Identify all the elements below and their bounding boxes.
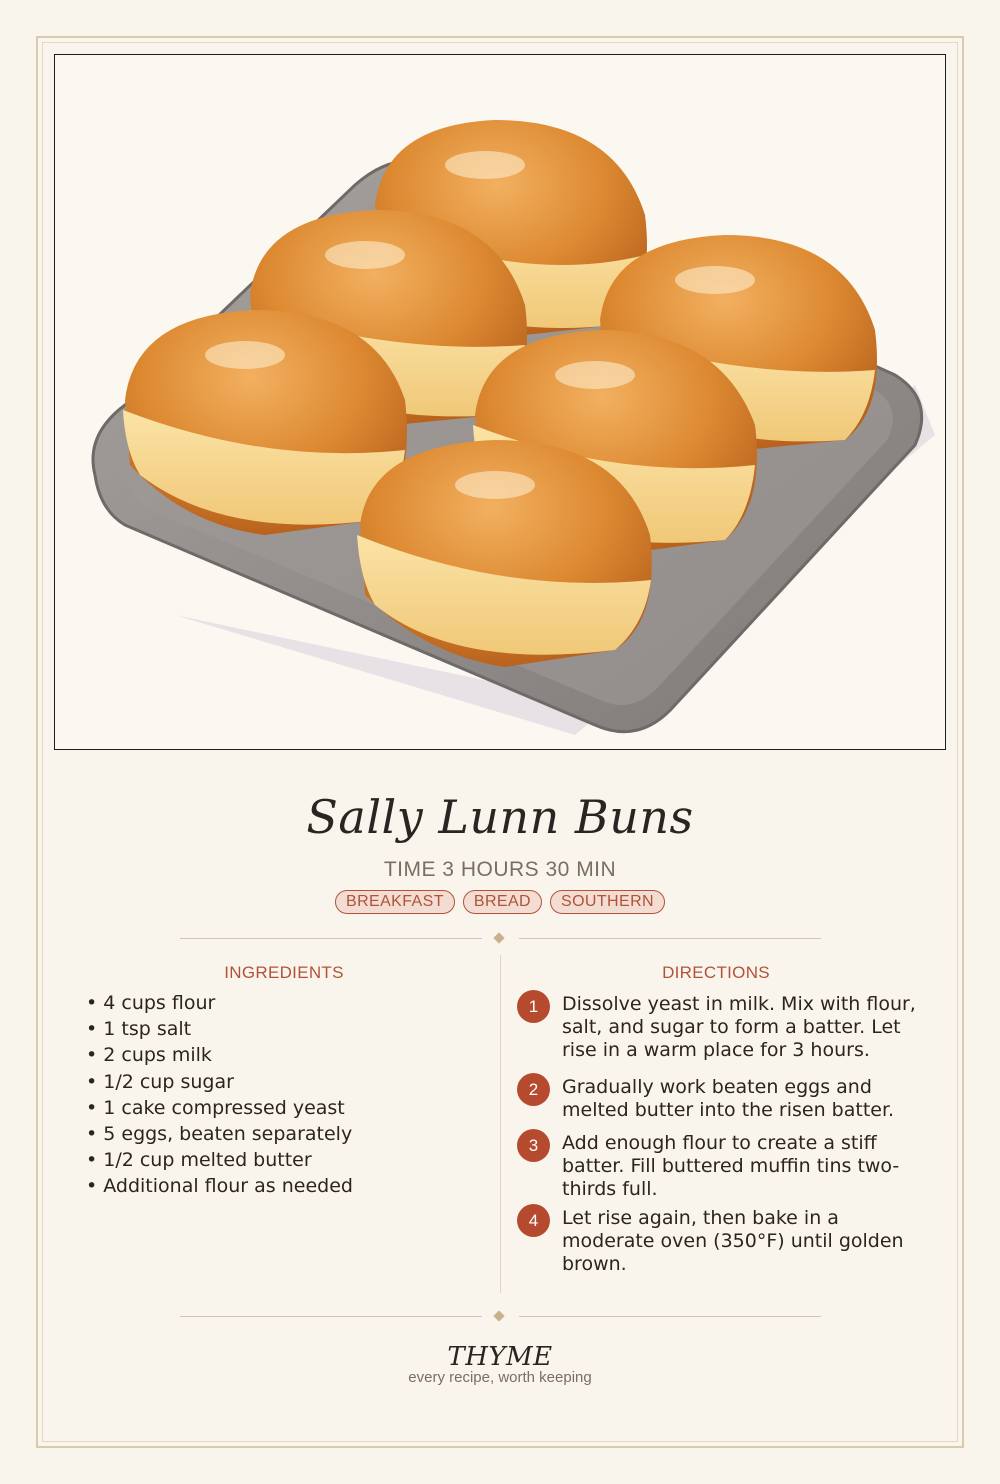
brand-tagline: every recipe, worth keeping [408, 1369, 592, 1386]
ingredient-item: • 1 tsp salt [86, 1018, 192, 1041]
ingredient-item: • 1 cake compressed yeast [86, 1096, 345, 1119]
diamond-ornament-icon [493, 1310, 504, 1321]
recipe-title: Sally Lunn Buns [306, 790, 694, 844]
ingredient-item: • Additional flour as needed [86, 1175, 353, 1198]
step-text: Add enough flour to create a stiff batter. Fill buttered muffin tins two-thirds full. [562, 1132, 900, 1200]
ingredient-item: • 4 cups flour [86, 992, 216, 1014]
tag-southern[interactable]: SOUTHERN [550, 890, 665, 914]
ingredients-heading: INGREDIENTS [224, 963, 344, 982]
section-divider-top [180, 932, 821, 946]
cook-time: TIME 3 HOURS 30 MIN [383, 858, 617, 881]
ingredient-item: • 1/2 cup melted butter [86, 1149, 312, 1172]
ingredients-list [86, 990, 353, 1200]
section-divider-bottom [180, 1310, 821, 1324]
step-text: Gradually work beaten eggs and melted butter into the risen batter. [562, 1076, 895, 1121]
ingredient-item: • 1/2 cup sugar [86, 1070, 234, 1093]
tag-bread[interactable]: BREAD [463, 890, 542, 914]
recipe-illustration [54, 54, 946, 750]
ingredient-item: • 2 cups milk [86, 1044, 212, 1067]
tag-list [0, 890, 1000, 914]
diamond-ornament-icon [493, 932, 504, 943]
ingredient-item: • 5 eggs, beaten separately [86, 1122, 353, 1145]
directions-heading: DIRECTIONS [662, 963, 770, 982]
step-number-badge: 3 [517, 1129, 550, 1162]
step-number-badge: 4 [517, 1204, 550, 1237]
column-divider [500, 955, 501, 1293]
step-number-badge: 2 [517, 1073, 550, 1106]
step-text: Dissolve yeast in milk. Mix with flour, salt, and sugar to form a batter. Let rise in a warm place for 3 hours. [562, 993, 916, 1061]
step-number-badge: 1 [517, 990, 550, 1023]
brand-logo: THYME [447, 1342, 553, 1372]
tag-breakfast[interactable]: BREAKFAST [335, 890, 455, 914]
step-text: Let rise again, then bake in a moderate oven (350°F) until golden brown. [562, 1207, 904, 1275]
